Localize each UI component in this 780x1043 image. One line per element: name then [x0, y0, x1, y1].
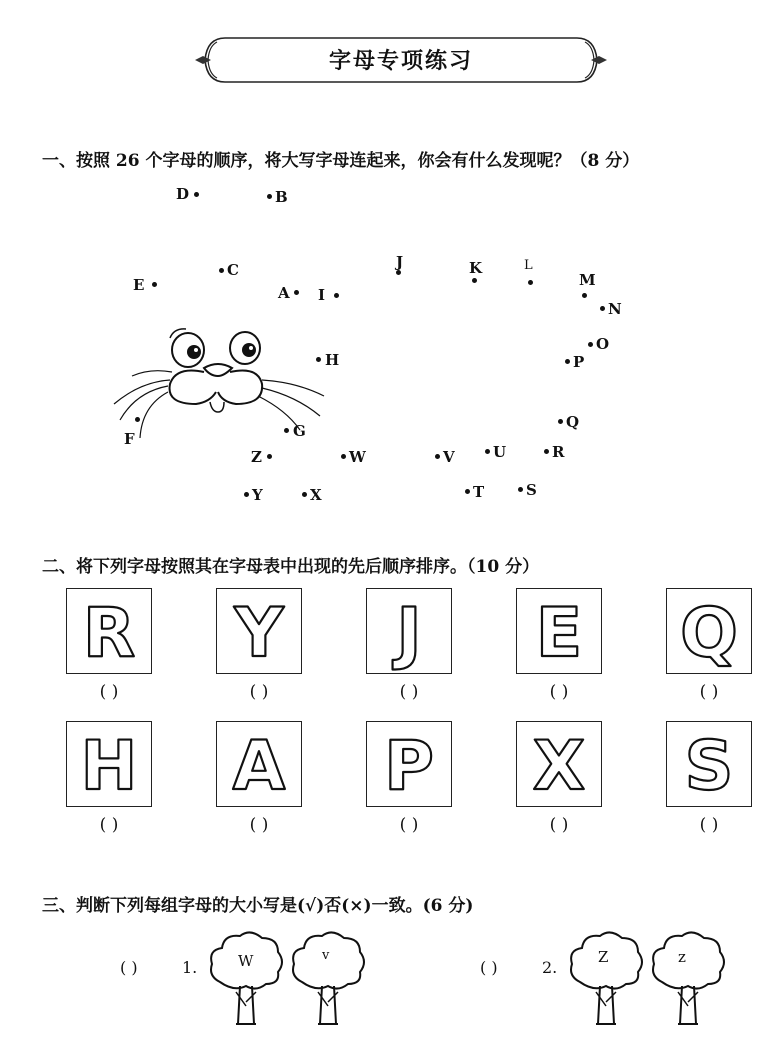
dot-label-q: Q: [566, 413, 580, 431]
dot-y[interactable]: [244, 492, 249, 497]
dot-label-k: K: [469, 259, 483, 277]
uppercase-letter-2: Z: [598, 948, 609, 966]
dot-label-p: P: [573, 353, 585, 371]
outline-letter: [667, 722, 751, 806]
page-title: 字母专项练习: [328, 48, 473, 74]
dot-f[interactable]: [135, 417, 140, 422]
dot-label-m: M: [579, 271, 596, 289]
answer-blank[interactable]: ( ): [399, 682, 419, 702]
dot-label-o: O: [596, 335, 610, 353]
dot-label-s: S: [526, 481, 537, 499]
dot-label-h: H: [325, 351, 340, 369]
tree-icon: [566, 930, 646, 1026]
dot-label-n: N: [608, 300, 622, 318]
dot-label-l: L: [524, 258, 533, 273]
dot-t[interactable]: [465, 489, 470, 494]
tree-pair-2: [480, 930, 740, 1030]
outline-letter: [517, 722, 601, 806]
dot-r[interactable]: [544, 449, 549, 454]
dot-label-z: Z: [251, 448, 262, 466]
outline-letter: [67, 722, 151, 806]
dot-p[interactable]: [565, 359, 570, 364]
dot-v[interactable]: [435, 454, 440, 459]
letter-card: [366, 721, 452, 807]
dot-label-r: R: [552, 443, 565, 461]
dot-label-j: J: [396, 253, 404, 271]
dot-label-v: V: [443, 448, 455, 466]
question-2-heading: 二、将下列字母按照其在字母表中出现的先后顺序排序。（10 分）: [42, 557, 540, 577]
outline-letter: [667, 589, 751, 673]
dot-q[interactable]: [558, 419, 563, 424]
outline-letter-text: A: [232, 727, 286, 806]
outline-letter: [367, 589, 451, 673]
dot-k[interactable]: [472, 278, 477, 283]
outline-letter-text: J: [396, 594, 422, 673]
tree-pair-1: [120, 930, 380, 1030]
dot-label-t: T: [473, 483, 485, 501]
dot-label-e: E: [133, 276, 145, 294]
outline-letter: [367, 722, 451, 806]
dot-u[interactable]: [485, 449, 490, 454]
outline-letter-text: E: [535, 594, 583, 673]
dot-z[interactable]: [267, 454, 272, 459]
dot-n[interactable]: [600, 306, 605, 311]
dot-d[interactable]: [194, 192, 199, 197]
lowercase-letter-1: v: [322, 948, 330, 963]
letter-card: [216, 588, 302, 674]
answer-blank[interactable]: ( ): [249, 682, 269, 702]
outline-letter-text: S: [684, 727, 734, 806]
letter-card: [516, 721, 602, 807]
dot-m[interactable]: [582, 293, 587, 298]
tree-icon: [648, 930, 728, 1026]
letter-card: [516, 588, 602, 674]
letter-card: [216, 721, 302, 807]
answer-blank[interactable]: ( ): [549, 815, 569, 835]
dot-label-b: B: [275, 188, 288, 206]
item-number-2: 2.: [542, 958, 558, 977]
dot-o[interactable]: [588, 342, 593, 347]
item-number-1: 1.: [182, 958, 198, 977]
answer-blank[interactable]: ( ): [99, 815, 119, 835]
outline-letter-text: Q: [680, 594, 738, 673]
letter-card: [666, 588, 752, 674]
answer-blank[interactable]: ( ): [249, 815, 269, 835]
dot-label-c: C: [227, 261, 239, 279]
answer-blank[interactable]: ( ): [399, 815, 419, 835]
question-3-heading: 三、判断下列每组字母的大小写是(√)否(×)一致。(6 分): [42, 896, 474, 916]
answer-blank[interactable]: ( ): [699, 682, 719, 702]
dot-i[interactable]: [334, 293, 339, 298]
answer-blank-1[interactable]: ( ): [120, 958, 138, 977]
dot-x[interactable]: [302, 492, 307, 497]
outline-letter: [217, 722, 301, 806]
outline-letter-text: X: [532, 727, 586, 806]
answer-blank[interactable]: ( ): [549, 682, 569, 702]
question-1-heading: 一、按照 26 个字母的顺序，将大写字母连起来，你会有什么发现呢？（8 分）: [42, 151, 640, 171]
dot-label-d: D: [176, 185, 190, 203]
dot-w[interactable]: [341, 454, 346, 459]
outline-letter-text: R: [82, 594, 136, 673]
outline-letter: [217, 589, 301, 673]
dot-label-f: F: [124, 430, 135, 448]
dot-label-i: I: [318, 286, 326, 304]
answer-blank-2[interactable]: ( ): [480, 958, 498, 977]
outline-letter-text: P: [384, 727, 434, 806]
dot-label-y: Y: [252, 486, 263, 504]
dot-e[interactable]: [152, 282, 157, 287]
dot-label-g: G: [293, 422, 306, 440]
outline-letter-text: Y: [234, 594, 284, 673]
dot-label-x: X: [310, 486, 322, 504]
dot-c[interactable]: [219, 268, 224, 273]
answer-blank[interactable]: ( ): [99, 682, 119, 702]
answer-blank[interactable]: ( ): [699, 815, 719, 835]
dot-label-u: U: [493, 443, 507, 461]
letter-card: [66, 721, 152, 807]
tree-icon: [206, 930, 286, 1026]
dot-s[interactable]: [518, 487, 523, 492]
dot-h[interactable]: [316, 357, 321, 362]
letter-card: [366, 588, 452, 674]
dot-a[interactable]: [294, 290, 299, 295]
outline-letter: [517, 589, 601, 673]
outline-letter: [67, 589, 151, 673]
lowercase-letter-2: z: [678, 948, 686, 966]
dot-to-dot-area: [0, 0, 780, 520]
letter-card: [666, 721, 752, 807]
letter-card: [66, 588, 152, 674]
dot-l[interactable]: [528, 280, 533, 285]
dot-label-w: W: [349, 448, 366, 466]
dot-label-a: A: [278, 284, 290, 302]
tree-icon: [288, 930, 368, 1026]
uppercase-letter-1: W: [238, 952, 254, 970]
outline-letter-text: H: [80, 727, 138, 806]
dot-g[interactable]: [284, 428, 289, 433]
dot-b[interactable]: [267, 194, 272, 199]
